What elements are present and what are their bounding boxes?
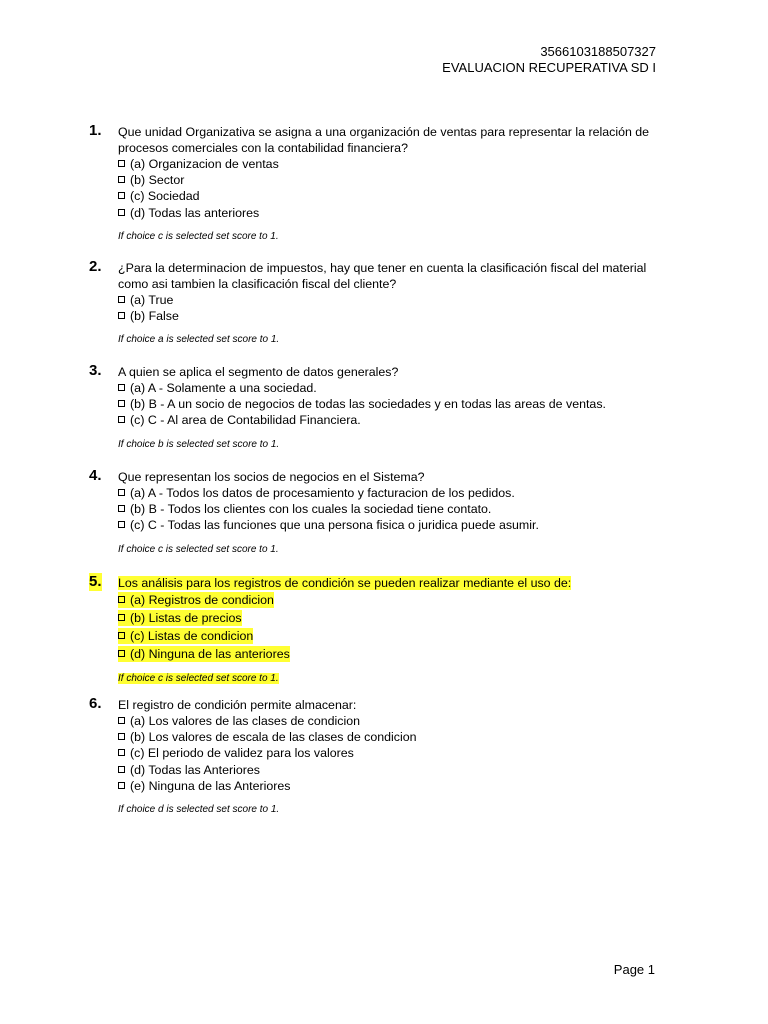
choice-d[interactable] <box>118 205 663 221</box>
choice-label: (d) Ninguna de las anteriores <box>130 647 290 661</box>
checkbox-icon <box>118 312 125 319</box>
choice-label: (b) False <box>130 309 179 324</box>
scoring-rule: If choice a is selected set score to 1. <box>118 334 280 346</box>
page-header <box>442 44 656 76</box>
scoring-rule <box>118 672 663 685</box>
question-text: Que representan los socios de negocios en el Sistema? <box>118 470 425 484</box>
checkbox-icon <box>118 614 125 621</box>
checkbox-icon <box>118 400 125 407</box>
choice-label: (c) C - Al area de Contabilidad Financiera. <box>130 413 361 428</box>
choice-label: (b) Sector <box>130 173 185 188</box>
document-title: EVALUACION RECUPERATIVA SD I <box>442 60 656 75</box>
choice-label: (b) B - A un socio de negocios de todas las sociedades y en todas las areas de ventas. <box>130 397 606 412</box>
choice-d[interactable] <box>118 646 290 662</box>
question-text-highlight: Los análisis para los registros de condición se pueden realizar mediante el uso de: <box>118 576 572 590</box>
question-text: A quien se aplica el segmento de datos generales? <box>118 365 399 379</box>
question-text <box>118 575 663 591</box>
checkbox-icon <box>118 209 125 216</box>
page-number: Page 1 <box>613 962 655 977</box>
choice-c[interactable] <box>118 517 663 533</box>
choice-b[interactable] <box>118 396 663 412</box>
choice-label: (d) Todas las Anteriores <box>130 762 260 777</box>
choice-row <box>118 591 663 609</box>
checkbox-icon <box>118 766 125 773</box>
choice-label: (c) Listas de condicion <box>130 629 254 643</box>
choice-a[interactable] <box>118 380 663 396</box>
question-number: 4. <box>89 467 102 484</box>
checkbox-icon <box>118 733 125 740</box>
choice-label: (c) Sociedad <box>130 189 200 204</box>
checkbox-icon <box>118 596 125 603</box>
choice-label: (a) A - Todos los datos de procesamiento y facturacion de los pedidos. <box>130 486 515 500</box>
choice-label: (a) A - Solamente a una sociedad. <box>130 381 317 395</box>
checkbox-icon <box>118 650 125 657</box>
scoring-rule: If choice b is selected set score to 1. <box>118 438 280 450</box>
scoring-rule: If choice c is selected set score to 1. <box>118 230 279 242</box>
choice-label: (c) C - Todas las funciones que una persona fisica o juridica puede asumir. <box>130 518 539 533</box>
choice-b[interactable] <box>118 610 242 626</box>
checkbox-icon <box>118 176 125 183</box>
choice-label: (b) Listas de precios <box>130 611 242 625</box>
scoring-rule-text: If choice c is selected set score to 1. <box>118 673 279 684</box>
choice-c[interactable] <box>118 628 253 644</box>
checkbox-icon <box>118 782 125 789</box>
checkbox-icon <box>118 749 125 756</box>
choice-label: (e) Ninguna de las Anteriores <box>130 778 291 793</box>
choice-list <box>118 713 663 794</box>
checkbox-icon <box>118 717 125 724</box>
choice-label: (d) Todas las anteriores <box>130 205 260 220</box>
choice-b[interactable] <box>118 729 663 745</box>
choice-list <box>118 591 663 663</box>
checkbox-icon <box>118 192 125 199</box>
choice-list <box>118 485 663 534</box>
choice-list <box>118 292 663 324</box>
document-id: 3566103188507327 <box>540 44 656 59</box>
question-text: El registro de condición permite almacenar: <box>118 698 357 712</box>
choice-c[interactable] <box>118 745 663 761</box>
choice-label: (c) El periodo de validez para los valores <box>130 746 354 761</box>
checkbox-icon <box>118 296 125 303</box>
checkbox-icon <box>118 632 125 639</box>
choice-a[interactable] <box>118 485 663 501</box>
choice-label: (a) Los valores de las clases de condicion <box>130 714 361 728</box>
choice-row <box>118 627 663 645</box>
choice-b[interactable] <box>118 172 663 188</box>
choice-c[interactable] <box>118 412 663 428</box>
choice-a[interactable] <box>118 156 663 172</box>
scoring-rule: If choice d is selected set score to 1. <box>118 804 280 816</box>
choice-row <box>118 645 663 663</box>
question-number: 2. <box>89 258 102 275</box>
question-number: 5. <box>89 573 102 590</box>
question-text: Que unidad Organizativa se asigna a una organización de ventas para representar la relación de procesos comerciales con la contabilidad financiera? <box>118 125 650 155</box>
checkbox-icon <box>118 489 125 496</box>
scoring-rule: If choice c is selected set score to 1. <box>118 543 279 555</box>
choice-c[interactable] <box>118 188 663 204</box>
question-text: ¿Para la determinacion de impuestos, hay que tener en cuenta la clasificación fiscal del material como asi tambien la clasificación fiscal del cliente? <box>118 261 647 291</box>
choice-b[interactable] <box>118 501 663 517</box>
checkbox-icon <box>118 505 125 512</box>
choice-a[interactable] <box>118 592 274 608</box>
choice-list <box>118 380 663 429</box>
question-number: 1. <box>89 122 102 139</box>
checkbox-icon <box>118 416 125 423</box>
choice-a[interactable] <box>118 713 663 729</box>
checkbox-icon <box>118 521 125 528</box>
choice-label: (b) Los valores de escala de las clases de condicion <box>130 730 417 745</box>
choice-a[interactable] <box>118 292 663 308</box>
choice-label: (a) True <box>130 293 174 307</box>
choice-e[interactable] <box>118 778 663 794</box>
question-number: 3. <box>89 362 102 379</box>
checkbox-icon <box>118 384 125 391</box>
choice-list <box>118 156 663 221</box>
choice-label: (a) Registros de condicion <box>130 593 274 607</box>
choice-b[interactable] <box>118 308 663 324</box>
choice-row <box>118 609 663 627</box>
question-number: 6. <box>89 695 102 712</box>
choice-d[interactable] <box>118 762 663 778</box>
choice-label: (a) Organizacion de ventas <box>130 157 279 171</box>
checkbox-icon <box>118 160 125 167</box>
choice-label: (b) B - Todos los clientes con los cuales la sociedad tiene contato. <box>130 502 492 517</box>
